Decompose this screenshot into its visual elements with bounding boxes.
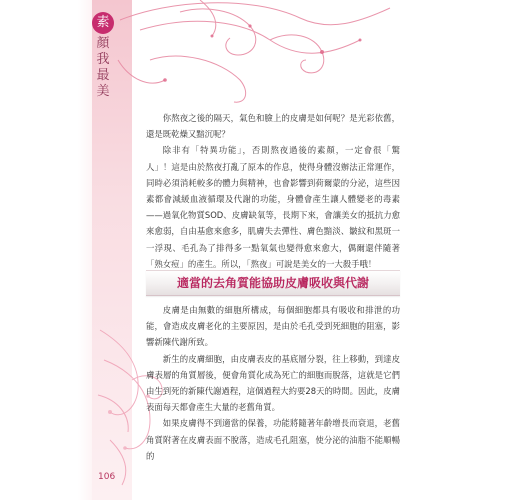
body-text [146, 302, 400, 464]
logo-badge [92, 12, 114, 34]
body-paragraph-3: 如果皮膚得不到適當的保養，功能將隨著年齡增長而衰退，老舊角質附著在皮膚表面不脫落，造成毛孔阻塞，使分泌的油脂不能順暢的 [146, 418, 400, 461]
logo-badge-char: 素 [96, 15, 110, 30]
body-paragraph-1: 皮膚是由無數的細胞所構成，每個細胞都具有吸收和排泄的功能，會造成皮膚老化的主要原因，是由於毛孔受到死細胞的阻塞，影響新陳代謝所致。 [146, 305, 400, 348]
logo-char: 美 [96, 84, 110, 99]
logo-char: 顏 [96, 36, 110, 51]
intro-text [146, 110, 400, 272]
intro-paragraph-1: 你熬夜之後的隔天，氣色和臉上的皮膚是如何呢？是光彩依舊，還是既乾燥又黯沉呢？ [146, 113, 400, 140]
page-number: 106 [98, 472, 116, 482]
logo-char: 最 [96, 68, 110, 83]
logo-title [96, 36, 110, 100]
section-heading: 適當的去角質能協助皮膚吸收與代謝 [176, 276, 369, 290]
intro-paragraph-2: 除非有「特異功能」，否則熬夜過後的素顏，一定會很「驚人」！這是由於熬夜打亂了原本的作息，使得身體沒辦法正常運作，同時必須消耗較多的體力與精神，也會影響到荷爾蒙的分泌，這些因素都會減緩血液循環及代謝的功能，身體會產生讓人體變老的毒素——過氧化物質SOD、皮膚缺氧等，長期下來，會讓美女的抵抗力愈來愈弱，自由基愈來愈多，肌膚失去彈性、膚色黯淡、皺紋和黑斑一一浮現、毛孔為了排得多一點氧氣也變得愈來愈大，偶爾還伴隨著「熟女痘」的產生。所以，「熬夜」可說是美女的一大殺手哦！ [146, 145, 400, 269]
logo-char: 我 [96, 52, 110, 67]
section-heading-banner [146, 270, 400, 296]
body-paragraph-2: 新生的皮膚細胞，由皮膚表皮的基底層分裂，往上移動，到達皮膚表層的角質層後，便會角質化成為死亡的細胞而脫落，這就是它們由生到死的新陳代謝過程，這個過程大約要28天的時間。因此，皮膚表面每天都會產生大量的老舊角質。 [146, 353, 400, 413]
